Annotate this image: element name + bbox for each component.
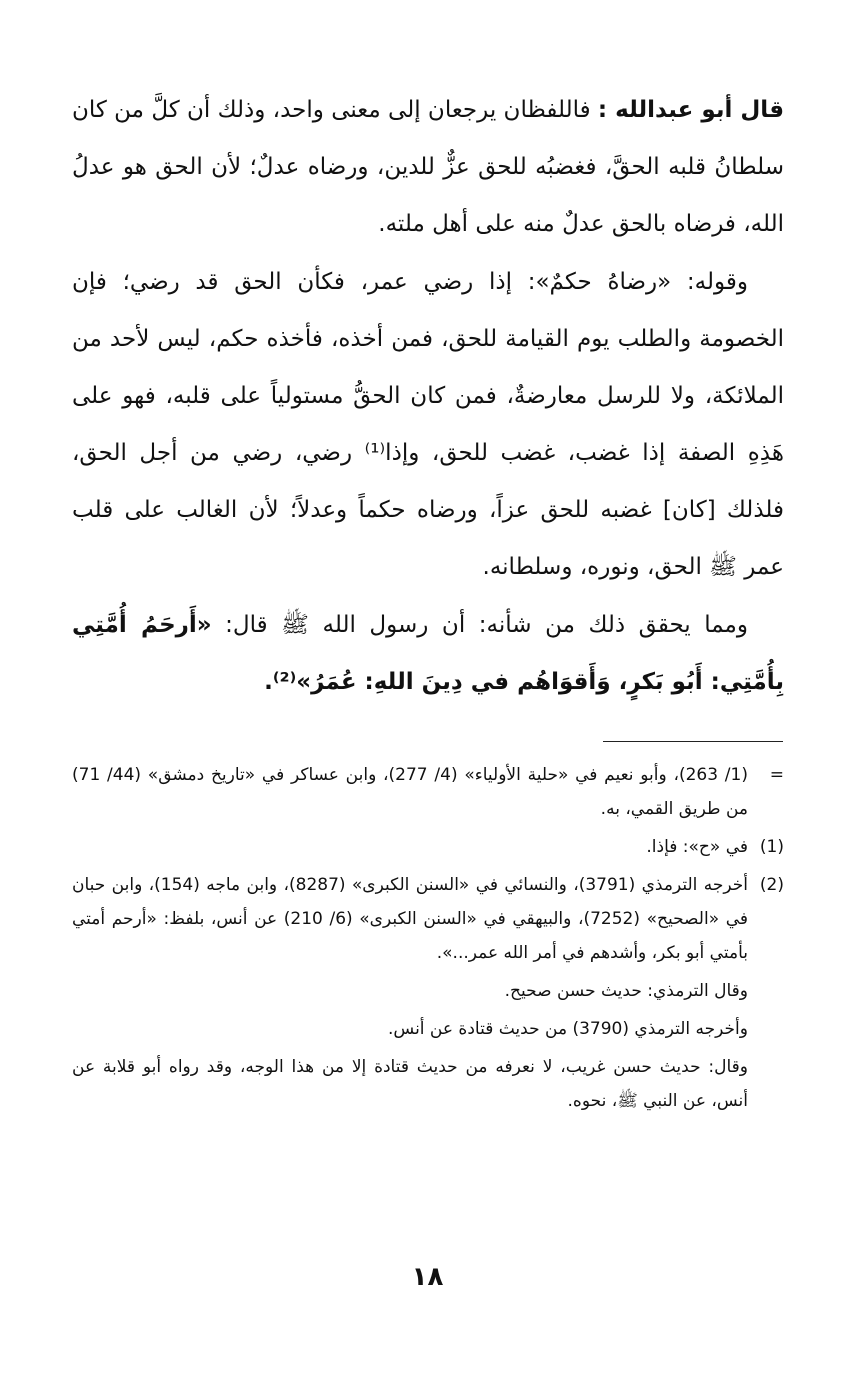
footnotes — [72, 758, 784, 1122]
footnote-continuation — [72, 758, 784, 826]
footnote-text: وقال: حديث حسن غريب، لا نعرفه من حديث قتادة إلا من هذا الوجه، وقد رواه أبو قلابة عن أنس، عن النبي ﷺ، نحوه. — [72, 1057, 748, 1111]
footnote-text: في «ح»: فإذا. — [646, 837, 748, 857]
footnote-marker: (2) — [759, 875, 784, 895]
footnote-text: وأخرجه الترمذي (3790) من حديث قتادة عن أنس. — [388, 1019, 748, 1039]
page-number: ١٨ — [411, 1262, 444, 1292]
paragraph-3 — [72, 597, 784, 711]
paragraph-text: فاللفظان يرجعان إلى معنى واحد، وذلك أن كلَّ من كان سلطانُ قلبه الحقَّ، فغضبُه للحق عزٌّ للدين، ورضاه عدلٌ؛ لأن الحق هو عدلُ الله، فرضاه بالحق عدلٌ منه على أهل ملته. — [72, 97, 784, 237]
paragraph-2: وقوله: «رضاهُ حكمٌ»: إذا رضي عمر، فكأن الحق قد رضي؛ فإن الخصومة والطلب يوم القيامة للحق، فمن أخذه، فأخذه حكم، ليس لأحد من الملائكة، ولا للرسل معارضةٌ، فمن كان الحقُّ مستولياً على قلبه، فهو على هَذِهِ الصفة إذا غضب، غضب للحق، وإذا⁽¹⁾ رضي، رضي من أجل الحق، فلذلك [كان] غضبه للحق عزاً، ورضاه حكماً وعدلاً؛ لأن الغالب على قلب عمر ﷺ الحق، ونوره، وسلطانه. — [72, 269, 784, 580]
footnote-text: وقال الترمذي: حديث حسن صحيح. — [504, 981, 748, 1001]
footnote-marker: = — [769, 765, 784, 785]
footnote-text: أخرجه الترمذي (3791)، والنسائي في «السنن الكبرى» (8287)، وابن ماجه (154)، وابن حبان في «الصحيح» (7252)، والبيهقي في «السنن الكبرى» (6/ 210) عن أنس، بلفظ: «أرحم أمتي بأمتي أبو بكر، وأشدهم في أمر الله عمر...». — [72, 875, 748, 963]
paragraph-lead: قال أبو عبدالله : — [597, 97, 785, 123]
footnote-text: (1/ 263)، وأبو نعيم في «حلية الأولياء» (4/ 277)، وابن عساكر في «تاريخ دمشق» (44/ 71) من طريق القمي، به. — [72, 765, 748, 819]
footnote-marker: (1) — [759, 837, 784, 857]
footnote-divider — [603, 741, 783, 742]
footnote-1 — [72, 830, 784, 864]
paragraph-text: ومما يحقق ذلك من شأنه: أن رسول الله ﷺ قال: — [211, 612, 748, 638]
paragraph-1 — [72, 82, 784, 253]
main-text — [72, 82, 784, 711]
footnote-2 — [72, 868, 784, 1118]
hadith-quote: «أَرحَمُ أُمَّتِي بِأُمَّتِي: أَبُو بَكرٍ، وَأَقوَاهُم في دِينَ اللهِ: عُمَرُ»⁽²⁾. — [72, 612, 784, 695]
